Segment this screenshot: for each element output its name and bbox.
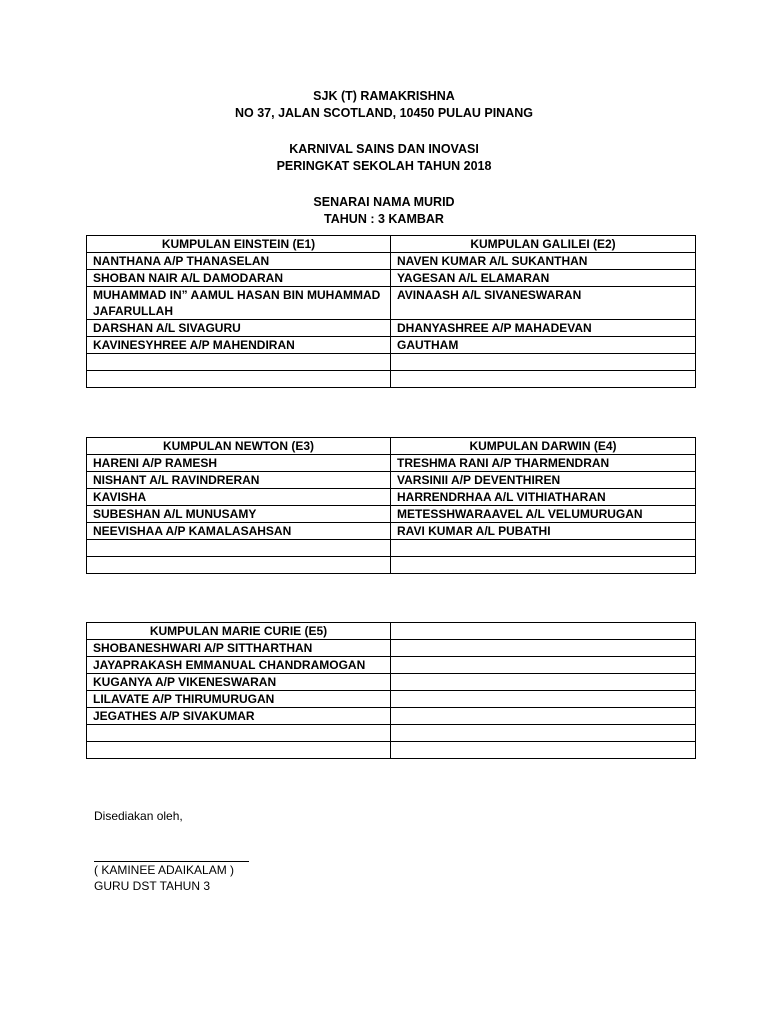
table-row <box>87 742 696 759</box>
table-cell <box>391 742 696 759</box>
column-header <box>391 623 696 640</box>
class-label: TAHUN : 3 KAMBAR <box>324 212 444 226</box>
table-cell: JEGATHES A/P SIVAKUMAR <box>87 708 391 725</box>
table-row <box>87 691 696 708</box>
table-cell <box>391 725 696 742</box>
table-row <box>87 337 696 354</box>
table-row <box>87 674 696 691</box>
table-cell: YAGESAN A/L ELAMARAN <box>391 270 696 287</box>
table-cell: NEEVISHAA A/P KAMALASAHSAN <box>87 523 391 540</box>
table-cell: NANTHANA A/P THANASELAN <box>87 253 391 270</box>
table-row <box>87 523 696 540</box>
column-header: KUMPULAN MARIE CURIE (E5) <box>87 623 391 640</box>
table-cell: HARENI A/P RAMESH <box>87 455 391 472</box>
table-row <box>87 472 696 489</box>
table-header-row <box>87 236 696 253</box>
table-cell: KAVINESYHREE A/P MAHENDIRAN <box>87 337 391 354</box>
table-cell: DHANYASHREE A/P MAHADEVAN <box>391 320 696 337</box>
table-cell: METESSHWARAAVEL A/L VELUMURUGAN <box>391 506 696 523</box>
table-row <box>87 640 696 657</box>
table-cell <box>391 371 696 388</box>
table-cell <box>87 557 391 574</box>
table-cell <box>87 371 391 388</box>
document-header <box>0 88 768 228</box>
table-row <box>87 708 696 725</box>
table-header-row <box>87 438 696 455</box>
event-level: PERINGKAT SEKOLAH TAHUN 2018 <box>276 159 492 173</box>
table-cell <box>87 354 391 371</box>
table-row <box>87 320 696 337</box>
table-row <box>87 725 696 742</box>
table-cell: JAYAPRAKASH EMMANUAL CHANDRAMOGAN <box>87 657 391 674</box>
table-cell: VARSINII A/P DEVENTHIREN <box>391 472 696 489</box>
table-cell: NAVEN KUMAR A/L SUKANTHAN <box>391 253 696 270</box>
table-cell: HARRENDRHAA A/L VITHIATHARAN <box>391 489 696 506</box>
table-cell <box>391 640 696 657</box>
table-cell: KUGANYA A/P VIKENESWARAN <box>87 674 391 691</box>
school-name: SJK (T) RAMAKRISHNA <box>313 89 455 103</box>
table-row <box>87 270 696 287</box>
table-row <box>87 657 696 674</box>
table-cell <box>87 540 391 557</box>
prepared-by-label: Disediakan oleh, <box>94 809 183 823</box>
table-cell: SHOBANESHWARI A/P SITTHARTHAN <box>87 640 391 657</box>
table-row <box>87 354 696 371</box>
table-cell: RAVI KUMAR A/L PUBATHI <box>391 523 696 540</box>
event-title: KARNIVAL SAINS DAN INOVASI <box>289 142 479 156</box>
table-cell <box>391 674 696 691</box>
table-cell <box>391 657 696 674</box>
table-cell: DARSHAN A/L SIVAGURU <box>87 320 391 337</box>
table-cell <box>391 557 696 574</box>
column-header: KUMPULAN GALILEI (E2) <box>391 236 696 253</box>
table-cell: MUHAMMAD IN” AAMUL HASAN BIN MUHAMMAD JAFARULLAH <box>87 287 391 320</box>
table-cell <box>391 354 696 371</box>
group-table-e3-e4 <box>86 437 696 574</box>
table-cell: LILAVATE A/P THIRUMURUGAN <box>87 691 391 708</box>
column-header: KUMPULAN DARWIN (E4) <box>391 438 696 455</box>
preparer-role: GURU DST TAHUN 3 <box>94 879 211 893</box>
table-cell: SUBESHAN A/L MUNUSAMY <box>87 506 391 523</box>
table-row <box>87 287 696 320</box>
preparer-name: ( KAMINEE ADAIKALAM ) <box>94 863 235 877</box>
column-header: KUMPULAN EINSTEIN (E1) <box>87 236 391 253</box>
table-cell: GAUTHAM <box>391 337 696 354</box>
signature-block <box>94 808 249 894</box>
table-cell: TRESHMA RANI A/P THARMENDRAN <box>391 455 696 472</box>
table-row <box>87 489 696 506</box>
table-row <box>87 455 696 472</box>
group-table-e5 <box>86 622 696 759</box>
table-cell: AVINAASH A/L SIVANESWARAN <box>391 287 696 320</box>
table-row <box>87 540 696 557</box>
table-cell <box>391 540 696 557</box>
table-row <box>87 506 696 523</box>
table-cell <box>391 708 696 725</box>
table-cell <box>87 725 391 742</box>
table-row <box>87 371 696 388</box>
signature-line <box>94 842 249 862</box>
table-row <box>87 557 696 574</box>
column-header: KUMPULAN NEWTON (E3) <box>87 438 391 455</box>
table-cell: KAVISHA <box>87 489 391 506</box>
table-row <box>87 253 696 270</box>
school-address: NO 37, JALAN SCOTLAND, 10450 PULAU PINANG <box>235 106 533 120</box>
table-header-row <box>87 623 696 640</box>
table-cell <box>87 742 391 759</box>
table-cell <box>391 691 696 708</box>
table-cell: NISHANT A/L RAVINDRERAN <box>87 472 391 489</box>
table-cell: SHOBAN NAIR A/L DAMODARAN <box>87 270 391 287</box>
list-title: SENARAI NAMA MURID <box>313 195 455 209</box>
group-table-e1-e2 <box>86 235 696 388</box>
